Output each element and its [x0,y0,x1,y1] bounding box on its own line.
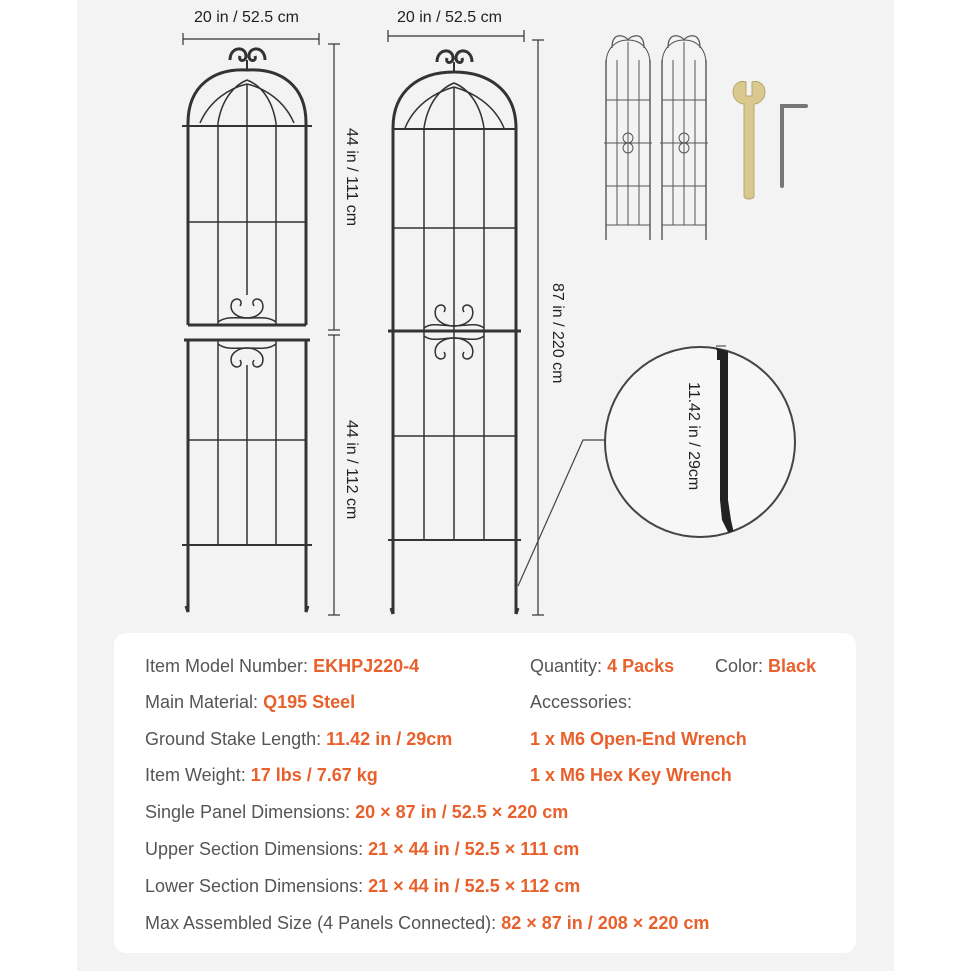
spec-material [145,692,355,713]
hex-key-wrench-icon [782,106,806,186]
spec-single-label: Single Panel Dimensions: [145,802,351,822]
spec-accessories-label: Accessories: [530,692,633,712]
lower-height-label: 44 in / 112 cm [343,420,360,520]
dimension-lines [183,30,544,615]
spec-stake-label: Ground Stake Length: [145,729,322,749]
panel-b-width-label: 20 in / 52.5 cm [397,9,502,26]
product-thumbnail [604,36,708,240]
spec-stake-value: 11.42 in / 29cm [326,729,453,749]
total-height-label: 87 in / 220 cm [549,283,566,384]
spec-model [145,656,419,677]
spec-stake [145,729,452,750]
open-end-wrench-icon [733,81,765,199]
spec-model-label: Item Model Number: [145,656,309,676]
spec-upper-value: 21 × 44 in / 52.5 × 111 cm [368,839,580,859]
spec-weight-label: Item Weight: [145,765,246,785]
spec-weight [145,765,378,786]
stake-length-label: 11.42 in / 29cm [685,382,702,491]
trellis-panel-separated [182,49,312,612]
spec-upper-label: Upper Section Dimensions: [145,839,364,859]
spec-color-label: Color: [715,656,764,676]
spec-single-value: 20 × 87 in / 52.5 × 220 cm [355,802,569,822]
spec-max-assembled [145,913,709,934]
spec-lower-value: 21 × 44 in / 52.5 × 112 cm [368,876,581,896]
spec-upper-section [145,839,579,860]
spec-quantity-label: Quantity: [530,656,603,676]
spec-accessory-1 [530,729,747,750]
panel-a-width-label: 20 in / 52.5 cm [194,9,299,26]
spec-material-label: Main Material: [145,692,259,712]
spec-material-value: Q195 Steel [263,692,356,712]
spec-accessory-1-value: 1 x M6 Open-End Wrench [530,729,747,749]
spec-lower-section [145,876,580,897]
spec-single-panel [145,802,568,823]
spec-max-label: Max Assembled Size (4 Panels Connected): [145,913,497,933]
spec-accessory-2 [530,765,732,786]
trellis-panel-assembled [388,51,521,614]
spec-color [715,656,816,677]
spec-weight-value: 17 lbs / 7.67 kg [250,765,378,785]
specifications-card [114,633,856,953]
spec-accessory-2-value: 1 x M6 Hex Key Wrench [530,765,732,785]
spec-color-value: Black [768,656,817,676]
spec-model-value: EKHPJ220-4 [313,656,420,676]
spec-quantity [530,656,674,677]
upper-height-label: 44 in / 111 cm [343,128,360,227]
spec-lower-label: Lower Section Dimensions: [145,876,364,896]
spec-max-value: 82 × 87 in / 208 × 220 cm [501,913,710,933]
spec-quantity-value: 4 Packs [607,656,675,676]
